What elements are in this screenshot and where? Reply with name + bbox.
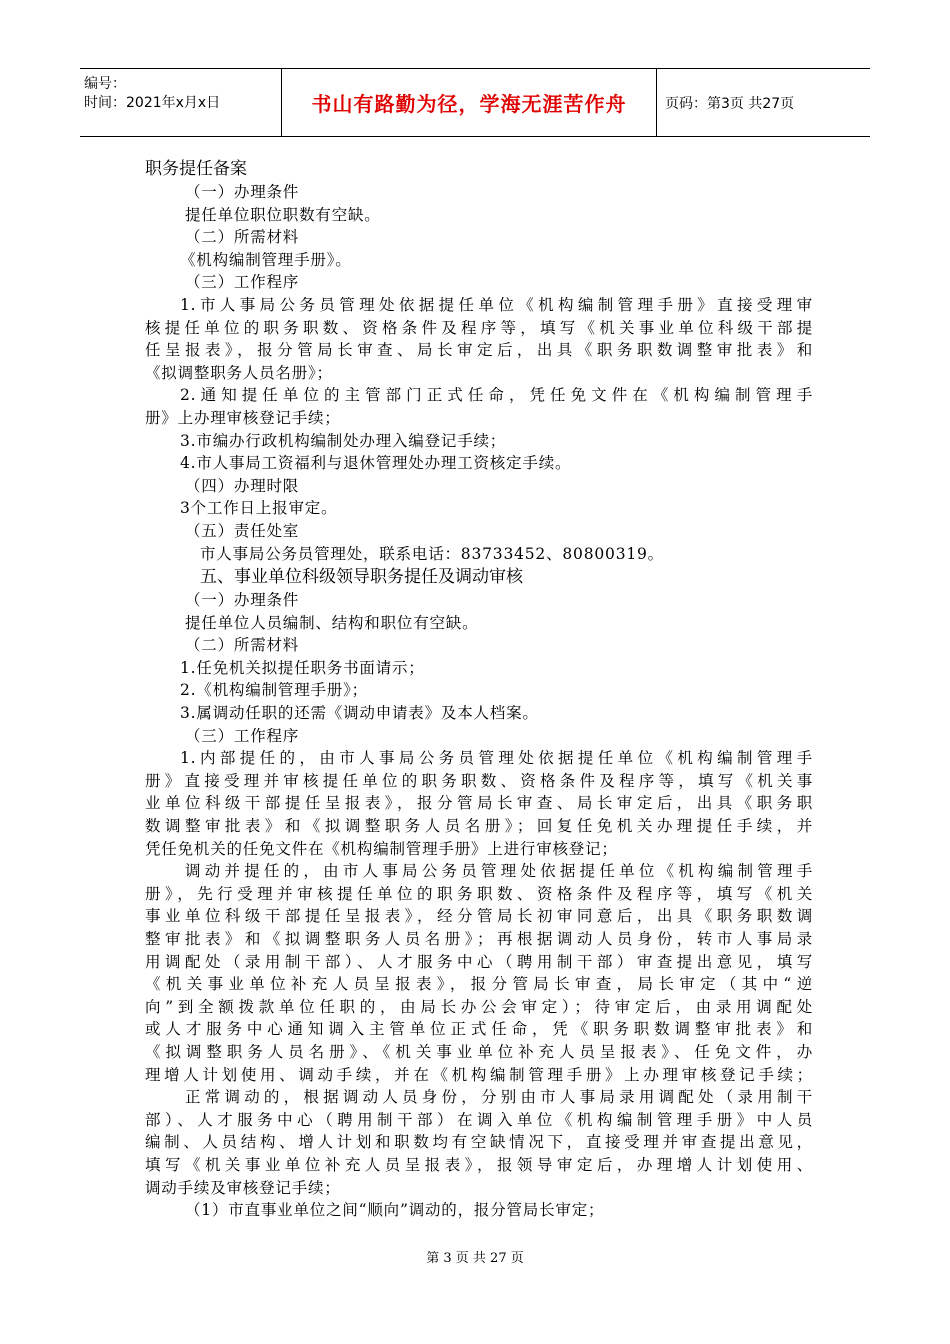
text-line: （五）责任处室 — [185, 521, 300, 540]
document-body — [145, 157, 813, 1222]
text-line: 提任单位人员编制、结构和职位有空缺。 — [185, 613, 479, 632]
doc-number-label: 编号： — [84, 76, 126, 92]
text-line: 凭任免机关的任免文件在《机构编制管理手册》上进行审核登记； — [145, 839, 618, 858]
text-line: 4.市人事局工资福利与退休管理处办理工资核定手续。 — [180, 454, 572, 473]
text-line: （二）所需材料 — [185, 636, 300, 655]
text-line: 册》，先行受理并审核提任单位的职务职数、资格条件及程序等，填写《机关 — [145, 884, 813, 903]
text-line: 册》直接受理并审核提任单位的职务职数、资格条件及程序等，填写《机关事 — [145, 771, 813, 790]
text-line: 核提任单位的职务职数、资格条件及程序等，填写《机关事业单位科级干部提 — [145, 318, 813, 337]
text-line: 3个工作日上报审定。 — [180, 499, 338, 518]
text-line: 填写《机关事业单位补充人员呈报表》，报领导审定后，办理增人计划使用、 — [145, 1155, 813, 1174]
footer-page-number: 第 3 页 共 27 页 — [426, 1251, 524, 1266]
text-line: 调动并提任的，由市人事局公务员管理处依据提任单位《机构编制管理手 — [185, 862, 813, 881]
text-line: （四）办理时限 — [185, 476, 300, 495]
section-heading: 职务提任备案 — [145, 159, 247, 179]
text-line: 向”到全额拨款单位任职的，由局长办公会审定）；待审定后，由录用调配处 — [145, 997, 813, 1016]
text-line: 部）、人才服务中心（聘用制干部）在调入单位《机构编制管理手册》中人员 — [145, 1110, 813, 1129]
header-meta-cell — [80, 69, 282, 136]
header-page-label: 页码：第3页 共27页 — [665, 95, 795, 112]
text-line: 或人才服务中心通知调入主管单位正式任命，凭《职务职数调整审批表》和 — [145, 1020, 813, 1039]
text-line: 1.任免机关拟提任职务书面请示； — [180, 658, 425, 677]
text-line: （三）工作程序 — [185, 726, 300, 745]
text-line: 2.《机构编制管理手册》； — [180, 681, 368, 700]
text-line: 3.属调动任职的还需《调动申请表》及本人档案。 — [180, 704, 539, 723]
text-line: 理增人计划使用、调动手续，并在《机构编制管理手册》上办理审核登记手续； — [145, 1065, 813, 1084]
text-line: 整审批表》和《拟调整职务人员名册》；再根据调动人员身份，转市人事局录 — [145, 930, 813, 948]
text-line: 提任单位职位职数有空缺。 — [185, 205, 381, 224]
text-line: 任呈报表》，报分管局长审查、局长审定后，出具《职务职数调整审批表》和 — [145, 341, 813, 360]
header-slogan-cell — [282, 69, 657, 136]
text-line: 2.通知提任单位的主管部门正式任命，凭任免文件在《机构编制管理手 — [180, 386, 813, 405]
text-line: 正常调动的，根据调动人员身份，分别由市人事局录用调配处（录用制干 — [185, 1088, 813, 1107]
text-line: （1）市直事业单位之间“顺向”调动的，报分管局长审定； — [185, 1201, 605, 1220]
page-header — [80, 68, 870, 137]
text-line: 《机构编制管理手册》。 — [180, 250, 352, 269]
section-heading: 五、事业单位科级领导职务提任及调动审核 — [200, 567, 523, 588]
text-line: （一）办理条件 — [185, 591, 300, 610]
text-line: 数调整审批表》和《拟调整职务人员名册》；回复任免机关办理提任手续，并 — [145, 817, 813, 836]
text-line: （一）办理条件 — [185, 183, 300, 201]
text-line: 编制、人员结构、增人计划和职数均有空缺情况下，直接受理并审查提出意见， — [145, 1133, 813, 1152]
text-line: 市人事局公务员管理处，联系电话：83733452、80800319。 — [200, 544, 664, 563]
text-line: 《拟调整职务人员名册》； — [145, 363, 333, 382]
text-line: 用调配处（录用制干部）、人才服务中心（聘用制干部）审查提出意见，填写 — [145, 952, 813, 971]
text-line: 册》上办理审核登记手续； — [145, 408, 341, 427]
text-line: 事业单位科级干部提任呈报表》，经分管局长初审同意后，出具《职务职数调 — [145, 907, 813, 926]
page-footer — [0, 1247, 950, 1266]
text-line: （二）所需材料 — [185, 228, 300, 247]
text-line: 调动手续及审核登记手续； — [145, 1178, 341, 1197]
text-line: 1.市人事局公务员管理处依据提任单位《机构编制管理手册》直接受理审 — [180, 295, 813, 314]
text-line: （三）工作程序 — [185, 273, 300, 292]
header-slogan: 书山有路勤为径，学海无涯苦作舟 — [311, 92, 627, 116]
doc-time-label: 时间：2021年x月x日 — [84, 95, 221, 111]
text-line: 《机关事业单位补充人员呈报表》，报分管局长审查，局长审定（其中“逆 — [145, 975, 813, 994]
text-line: 《拟调整职务人员名册》、《机关事业单位补充人员呈报表》、任免文件，办 — [145, 1042, 813, 1061]
text-line: 业单位科级干部提任呈报表》，报分管局长审查、局长审定后，出具《职务职 — [145, 794, 813, 813]
text-line: 3.市编办行政机构编制处办理入编登记手续； — [180, 431, 507, 450]
header-page-cell — [657, 69, 870, 136]
text-line: 1.内部提任的，由市人事局公务员管理处依据提任单位《机构编制管理手 — [180, 749, 813, 768]
